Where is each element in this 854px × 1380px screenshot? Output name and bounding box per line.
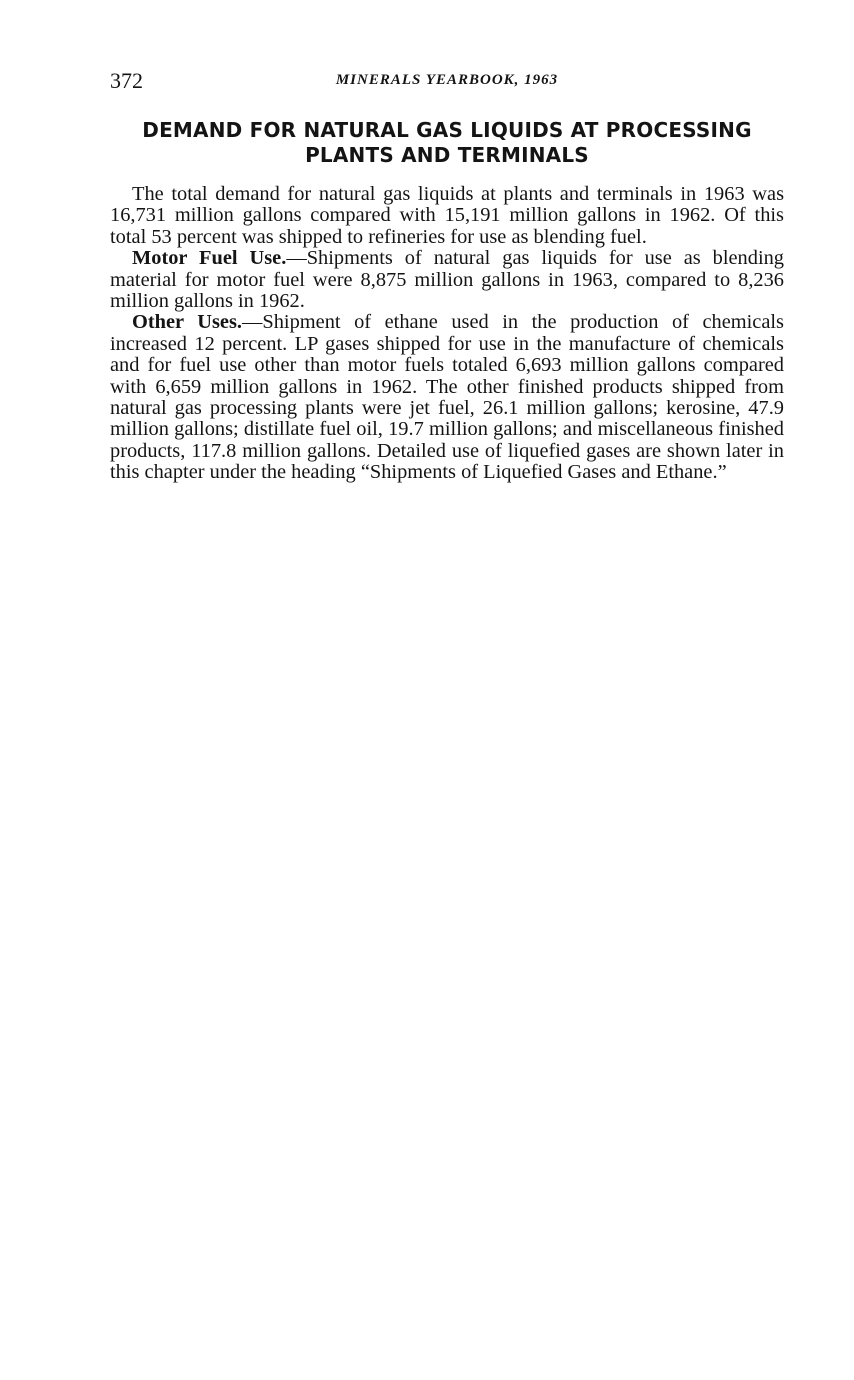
paragraph-text: —Shipments of natural gas liquids for use as blending material for motor fuel were 8,875 million gallons in 1963, compared to 8,236 million gallons in 1962. [110,247,784,313]
page-number: 372 [110,68,143,93]
paragraph-motor-fuel-use [110,248,784,312]
paragraph-text: —Shipment of ethane used in the production of chemicals increased 12 percent. LP gases shipped for use in the manufacture of chemicals and for fuel use other than motor fuels totaled 6,693 million gallons compared with 6,659 million gallons in 1962. The other finished products shipped from natural gas processing plants were jet fuel, 26.1 million gallons; kerosine, 47.9 million gallons; distillate fuel oil, 19.7 million gallons; and miscellaneous finished products, 117.8 million gallons. Detailed use of liquefied gases are shown later in this chapter under the heading “Shipments of Liquefied Gases and Ethane.” [110,311,784,484]
run-in-heading: Motor Fuel Use. [132,247,287,270]
document-page [110,68,784,484]
running-title: MINERALS YEARBOOK, 1963 [335,72,559,88]
run-in-heading: Other Uses. [132,311,242,334]
section-heading: DEMAND FOR NATURAL GAS LIQUIDS AT PROCESSING PLANTS AND TERMINALS [142,118,752,167]
paragraph-total-demand [110,184,784,248]
running-head [110,68,784,98]
paragraph-other-uses [110,312,784,483]
paragraph-text: The total demand for natural gas liquids at plants and terminals in 1963 was 16,731 million gallons compared with 15,191 million gallons in 1962. Of this total 53 percent was shipped to refineries for use as blending fuel. [110,183,784,248]
